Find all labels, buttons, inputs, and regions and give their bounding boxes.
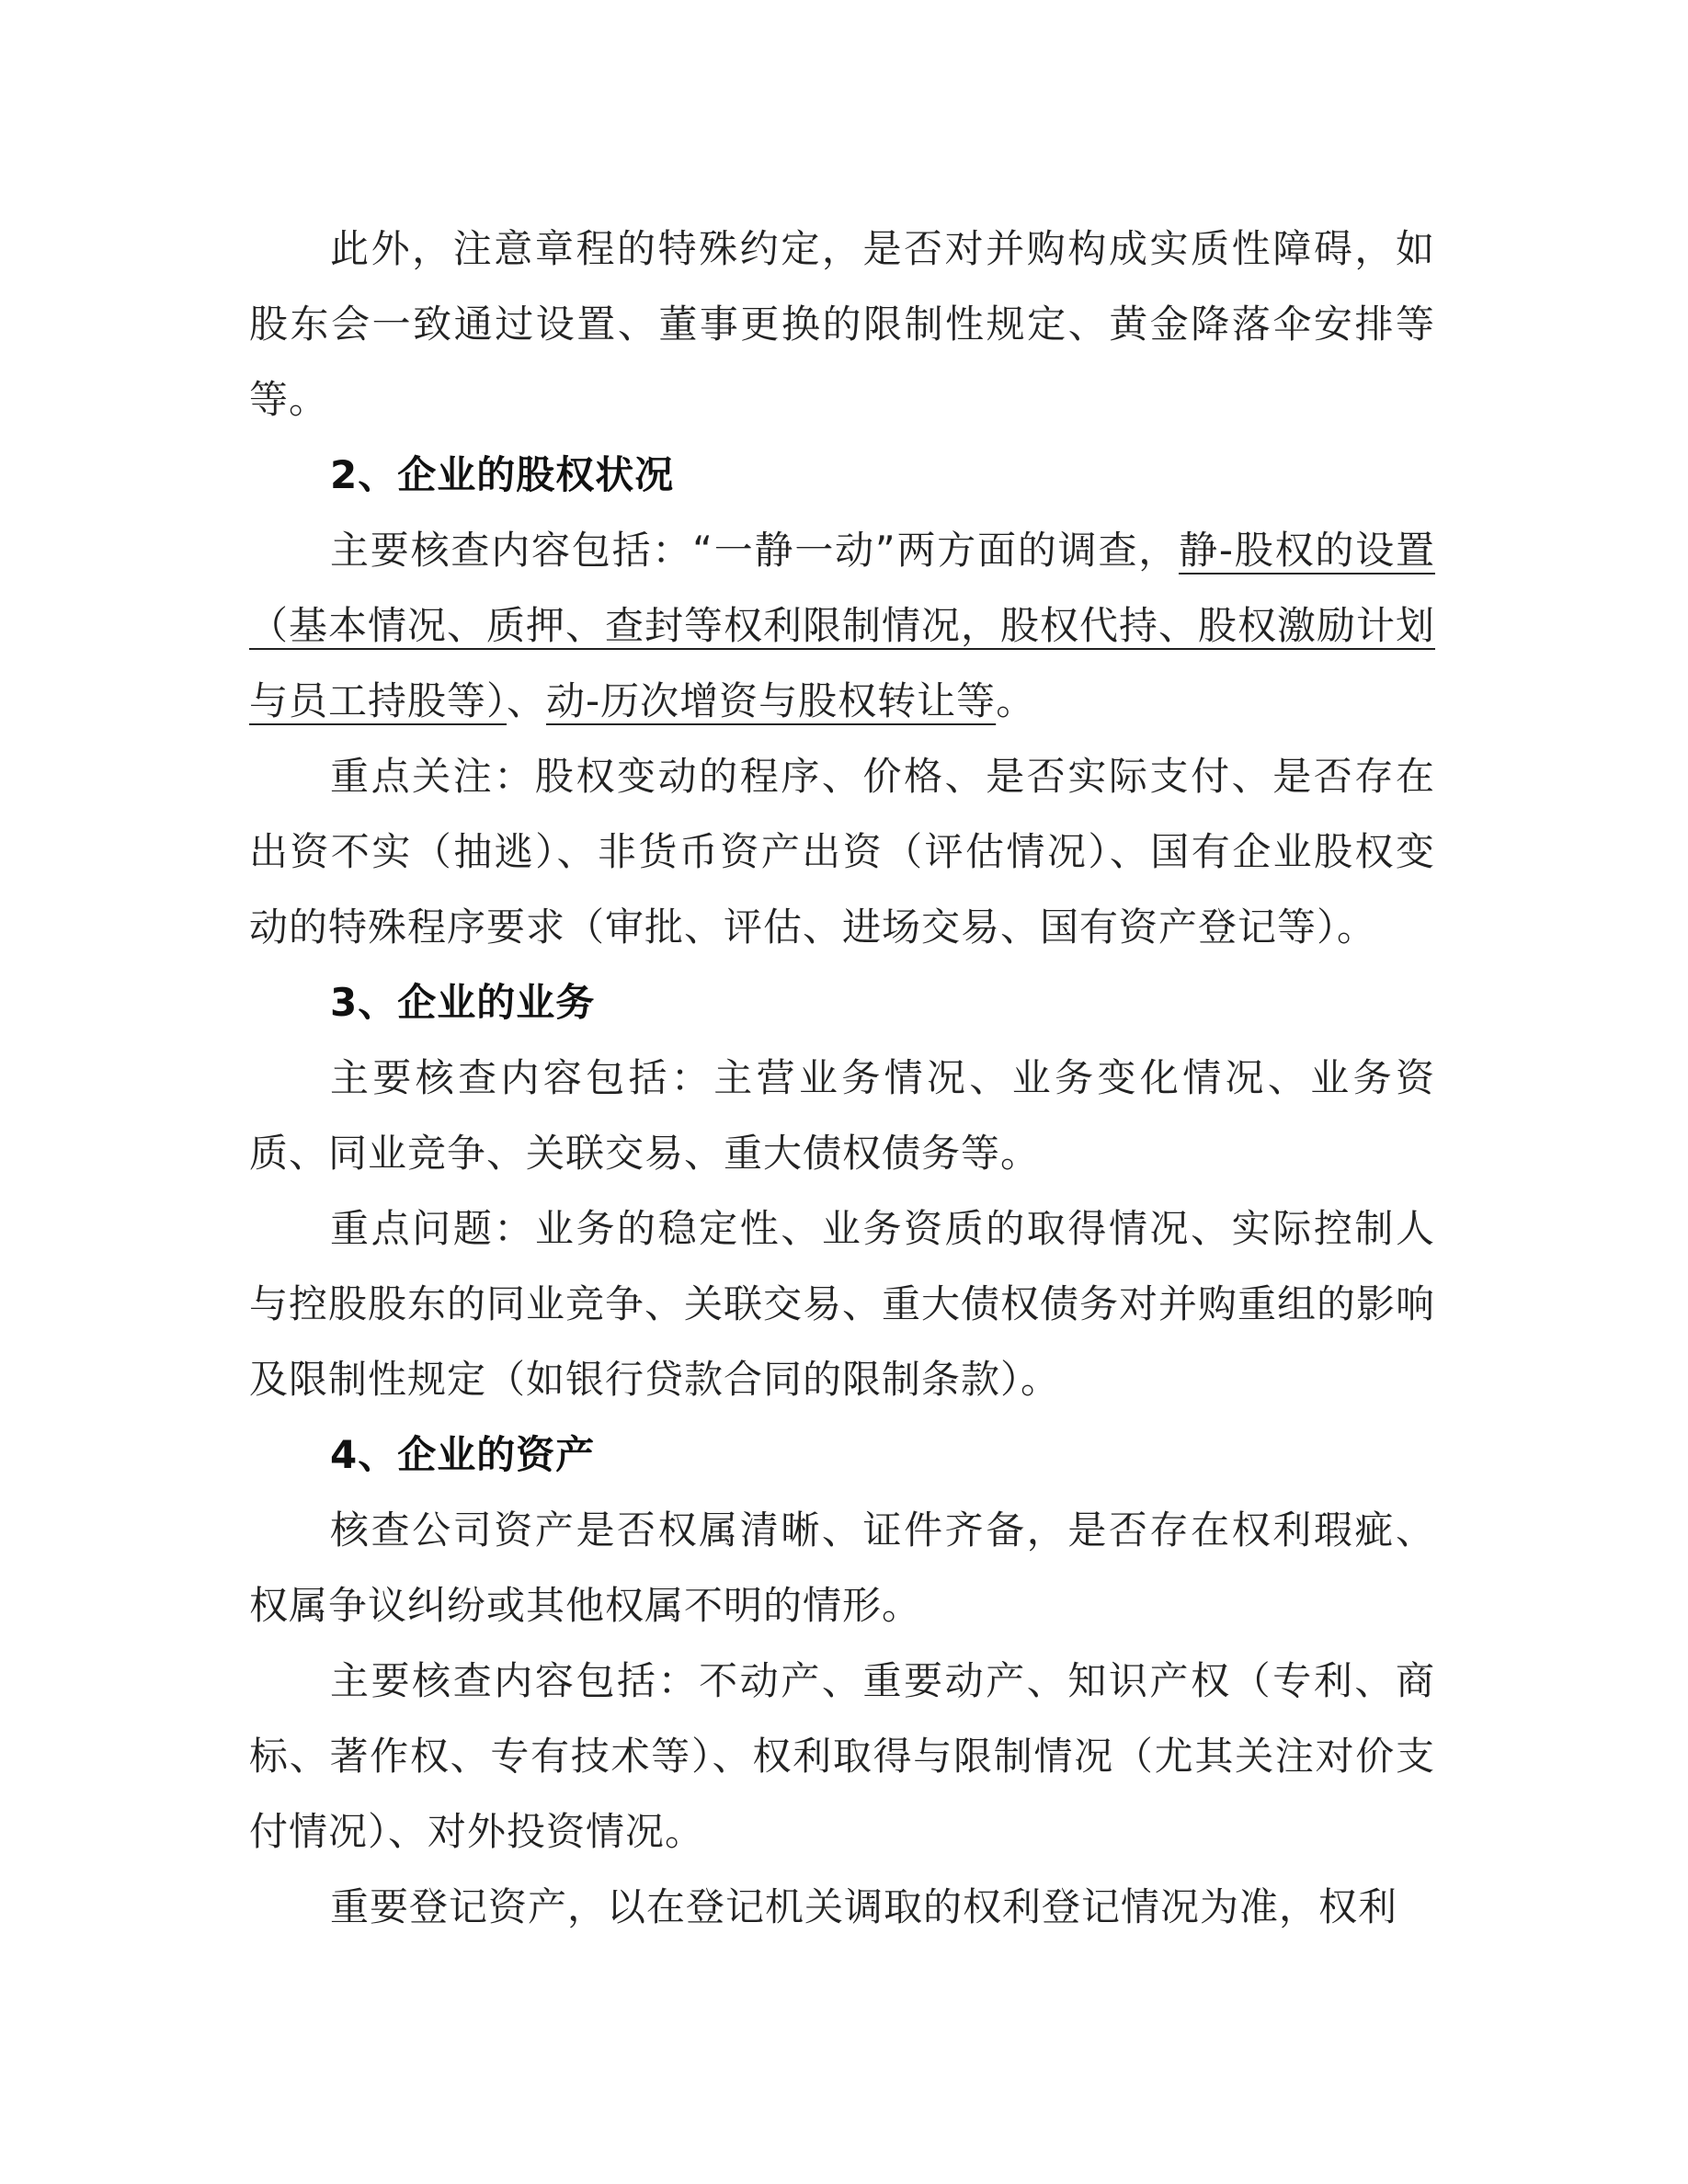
- paragraph-equity-check-content: 主要核查内容包括：“一静一动”两方面的调查，静-股权的设置（基本情况、质押、查封等权利限制情况，股权代持、股权激励计划与员工持股等）、动-历次增资与股权转让等。: [249, 528, 1436, 723]
- underlined-static-equity: 静-股权的设置（基本情况、质押、查封等权利限制情况，股权代持、股权激励计划与员工持股等）: [249, 528, 1436, 723]
- document-page: [249, 211, 1435, 1945]
- paragraph-business-key-issues: 重点问题：业务的稳定性、业务资质的取得情况、实际控制人与控股股东的同业竞争、关联交易、重大债权债务对并购重组的影响及限制性规定（如银行贷款合同的限制条款）。: [249, 1206, 1436, 1402]
- underlined-dynamic-equity: 动-历次增资与股权转让等: [546, 678, 997, 723]
- paragraph-registered-assets: 重要登记资产，以在登记机关调取的权利登记情况为准，权利: [330, 1884, 1398, 1929]
- paragraph-articles-special-provisions: 此外，注意章程的特殊约定，是否对并购构成实质性障碍，如股东会一致通过设置、董事更换的限制性规定、黄金降落伞安排等等。: [249, 226, 1435, 422]
- paragraph-business-check-content: 主要核查内容包括：主营业务情况、业务变化情况、业务资质、同业竞争、关联交易、重大债权债务等。: [249, 1055, 1435, 1176]
- section-heading-assets: 4、企业的资产: [330, 1432, 596, 1477]
- section-heading-equity: 2、企业的股权状况: [330, 452, 675, 497]
- section-heading-business: 3、企业的业务: [330, 980, 596, 1025]
- paragraph-assets-ownership: 核查公司资产是否权属清晰、证件齐备，是否存在权利瑕疵、权属争议纠纷或其他权属不明的情形。: [249, 1507, 1435, 1628]
- paragraph-equity-key-focus: 重点关注：股权变动的程序、价格、是否实际支付、是否存在出资不实（抽逃）、非货币资产出资（评估情况）、国有企业股权变动的特殊程序要求（审批、评估、进场交易、国有资产登记等）。: [249, 754, 1435, 950]
- paragraph-assets-check-content: 主要核查内容包括：不动产、重要动产、知识产权（专利、商标、著作权、专有技术等）、权利取得与限制情况（尤其关注对价支付情况）、对外投资情况。: [249, 1658, 1435, 1854]
